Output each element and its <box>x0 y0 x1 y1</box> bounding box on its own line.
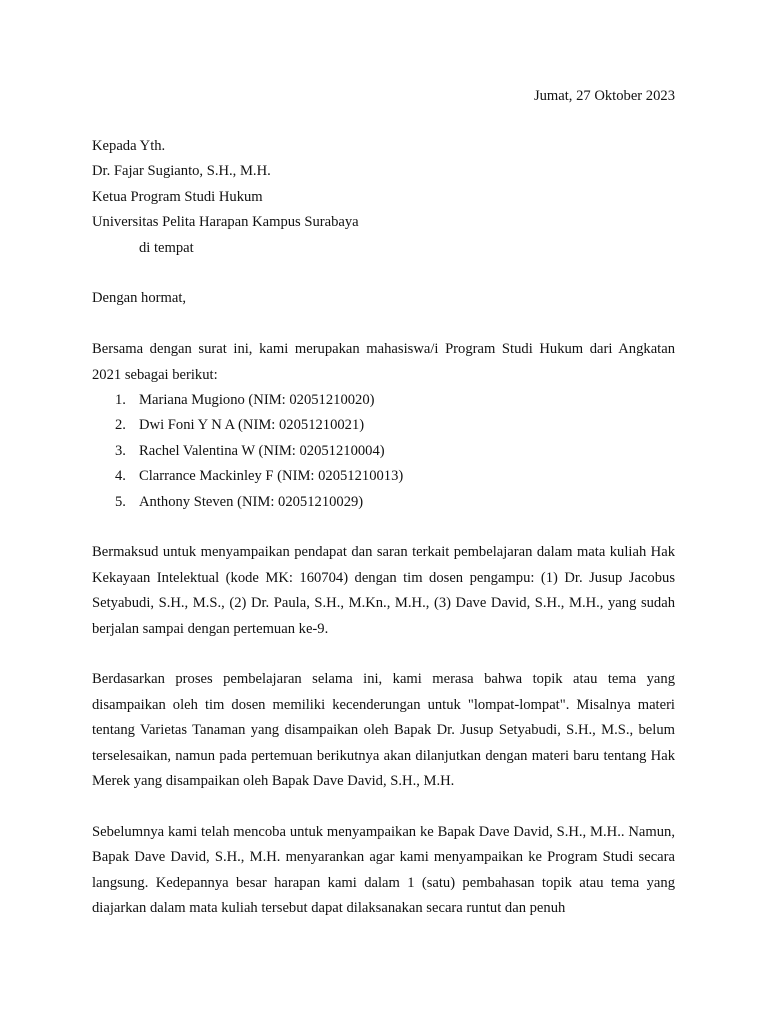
list-item-text: Mariana Mugiono (NIM: 02051210020) <box>139 392 375 409</box>
student-list <box>92 388 675 515</box>
list-item-text: Dwi Foni Y N A (NIM: 02051210021) <box>139 417 365 434</box>
list-item-number: 4. <box>115 468 126 485</box>
recipient-institution: Universitas Pelita Harapan Kampus Surabaya <box>92 214 359 231</box>
list-item-text: Clarrance Mackinley F (NIM: 02051210013) <box>139 468 404 485</box>
list-item-text: Anthony Steven (NIM: 02051210029) <box>139 493 364 510</box>
list-item <box>92 413 675 438</box>
intro-paragraph: Bersama dengan surat ini, kami merupakan mahasiswa/i Program Studi Hukum dari Angkatan 2021 sebagai berikut: <box>92 341 675 383</box>
greeting: Dengan hormat, <box>92 290 187 307</box>
recipient-location: di tempat <box>139 239 194 256</box>
list-item <box>92 388 675 413</box>
recipient-position: Ketua Program Studi Hukum <box>92 188 263 205</box>
list-item-text: Rachel Valentina W (NIM: 02051210004) <box>139 442 385 459</box>
recipient-block <box>92 134 675 261</box>
body-paragraph: Sebelumnya kami telah mencoba untuk menyampaikan ke Bapak Dave David, S.H., M.H.. Namun, Bapak Dave David, S.H., M.H. menyarankan agar kami menyampaikan ke Program Studi secara langsung. Kedepannya besar harapan kami dalam 1 (satu) pembahasan topik atau tema yang diajarkan dalam mata kuliah tersebut dapat dilaksanakan secara runtut dan penuh <box>92 823 675 917</box>
list-item <box>92 490 675 515</box>
list-item-number: 1. <box>115 392 126 409</box>
list-item-number: 3. <box>115 442 126 459</box>
list-item-number: 2. <box>115 417 126 434</box>
letter-date: Jumat, 27 Oktober 2023 <box>533 88 675 104</box>
recipient-name: Dr. Fajar Sugianto, S.H., M.H. <box>92 163 271 180</box>
list-item <box>92 439 675 464</box>
letter-body <box>92 134 675 922</box>
list-item <box>92 464 675 489</box>
body-paragraph: Bermaksud untuk menyampaikan pendapat dan saran terkait pembelajaran dalam mata kuliah Hak Kekayaan Intelektual (kode MK: 160704) dengan tim dosen pengampu: (1) Dr. Jusup Jacobus Setyabudi, S.H., M.S., (2) Dr. Paula, S.H., M.Kn., M.H., (3) Dave David, S.H., M.H., yang sudah berjalan sampai dengan pertemuan ke-9. <box>92 544 675 637</box>
body-paragraph: Berdasarkan proses pembelajaran selama ini, kami merasa bahwa topik atau tema yang disampaikan oleh tim dosen memiliki kecenderungan untuk "lompat-lompat". Misalnya materi tentang Varietas Tanaman yang disampaikan oleh Bapak Dr. Jusup Setyabudi, S.H., M.S., belum terselesaikan, namun pada pertemuan berikutnya akan dilanjutkan dengan materi baru tentang Hak Merek yang disampaikan oleh Bapak Dave David, S.H., M.H. <box>92 671 675 790</box>
list-item-number: 5. <box>115 493 126 510</box>
recipient-salutation: Kepada Yth. <box>92 138 166 154</box>
